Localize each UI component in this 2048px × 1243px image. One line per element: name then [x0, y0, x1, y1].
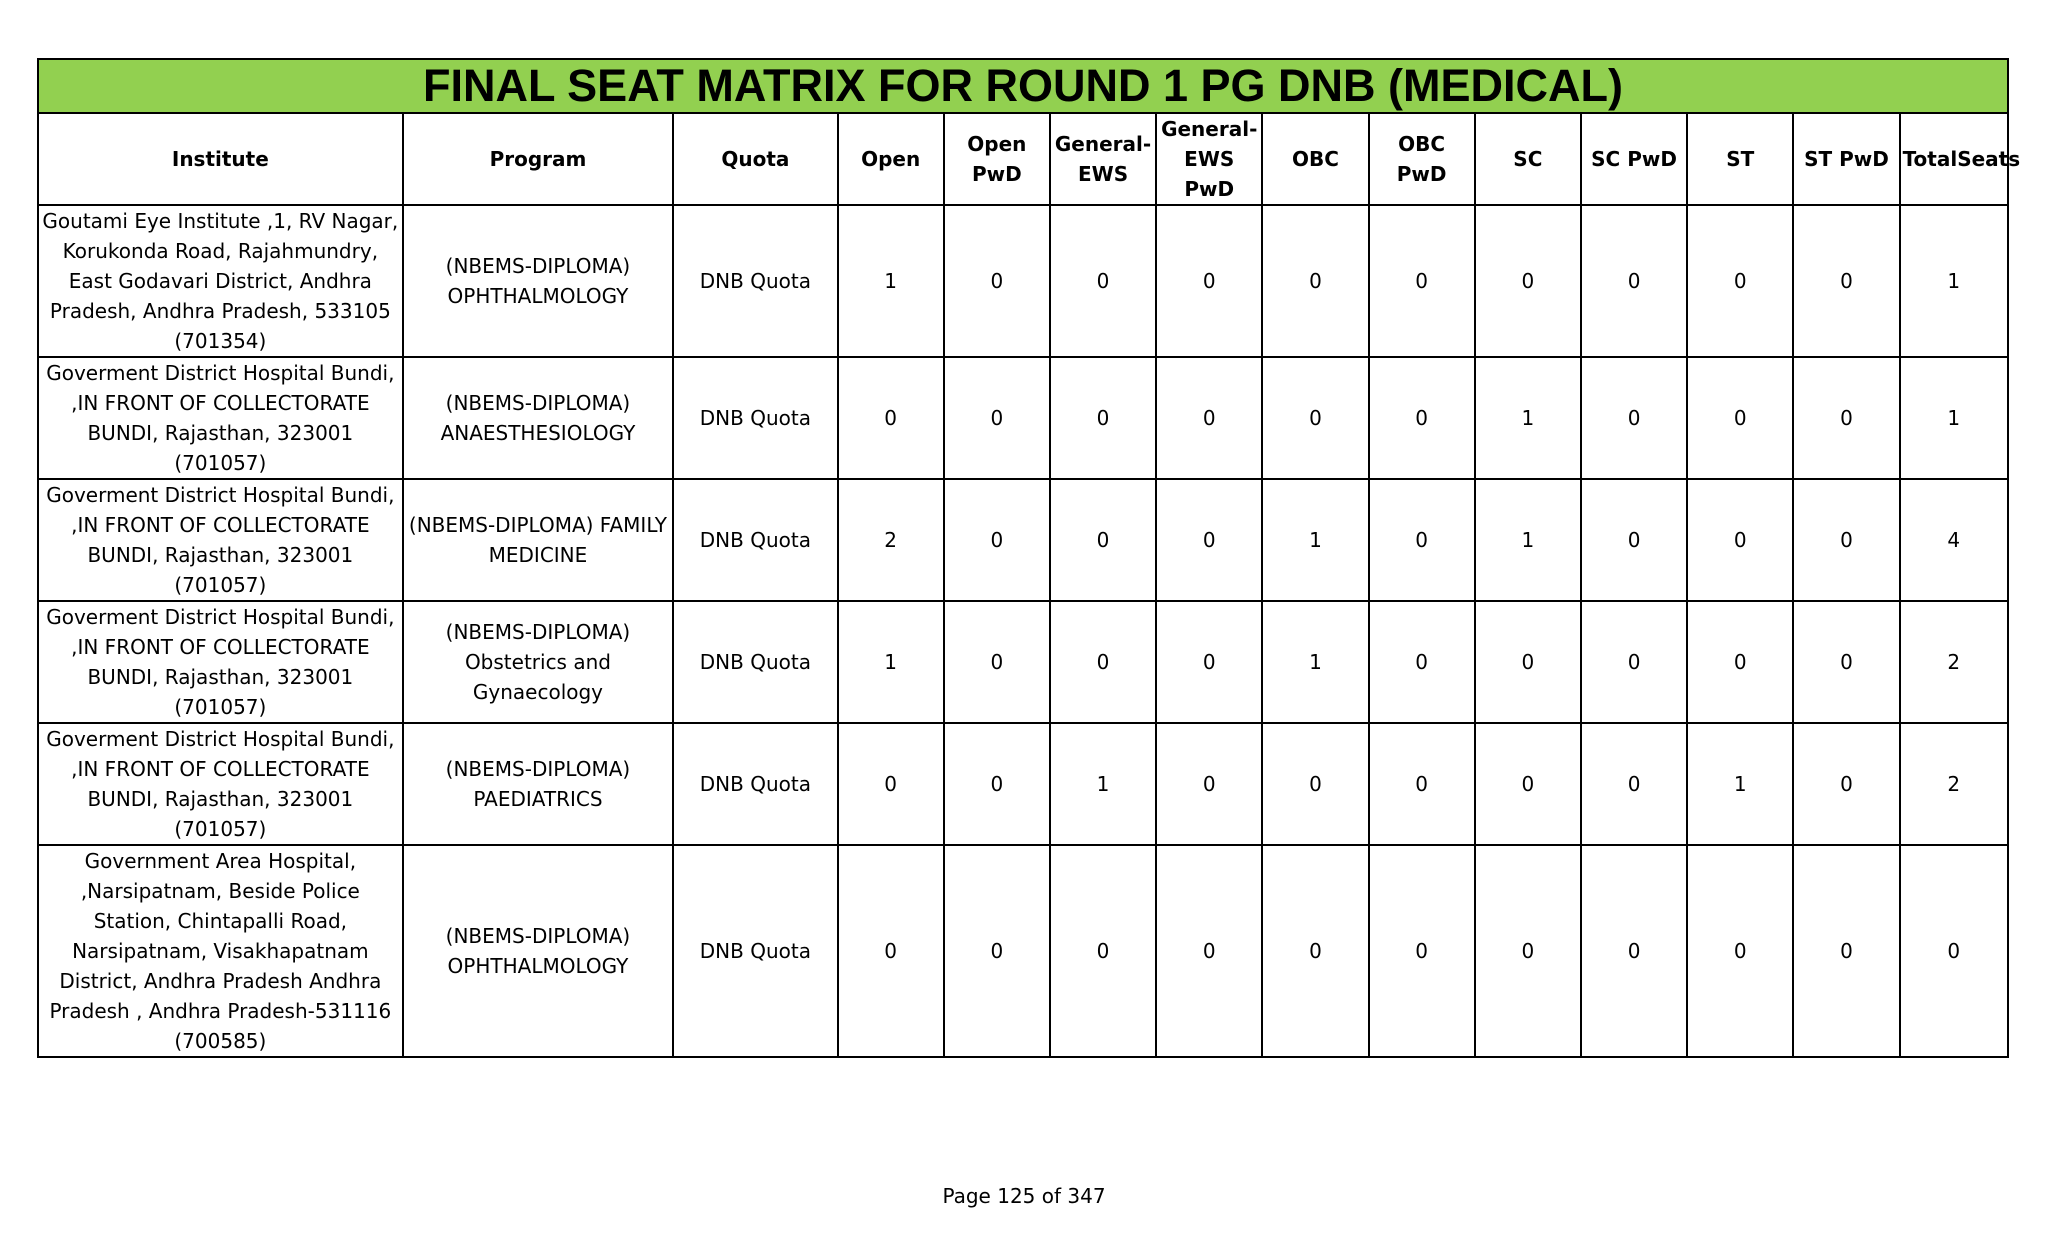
open-pwd-cell: 0 [944, 845, 1050, 1057]
sc-pwd-cell: 0 [1581, 845, 1687, 1057]
program-cell: (NBEMS-DIPLOMA) Obstetrics and Gynaecology [403, 601, 674, 723]
sc-cell: 0 [1475, 601, 1581, 723]
open-pwd-cell: 0 [944, 601, 1050, 723]
column-header-sc: SC [1475, 113, 1581, 205]
quota-cell: DNB Quota [673, 845, 837, 1057]
general-ews-cell: 0 [1050, 601, 1156, 723]
sc-cell: 0 [1475, 723, 1581, 845]
st-cell: 0 [1687, 845, 1793, 1057]
column-header-st: ST [1687, 113, 1793, 205]
general-ews-pwd-cell: 0 [1156, 723, 1262, 845]
sc-cell: 1 [1475, 479, 1581, 601]
obc-cell: 0 [1262, 205, 1368, 357]
program-cell: (NBEMS-DIPLOMA) ANAESTHESIOLOGY [403, 357, 674, 479]
institute-cell: Goverment District Hospital Bundi, ,IN FRONT OF COLLECTORATE BUNDI, Rajasthan, 323001 (701057) [38, 723, 403, 845]
column-header-open: Open [838, 113, 944, 205]
sc-cell: 1 [1475, 357, 1581, 479]
quota-cell: DNB Quota [673, 205, 837, 357]
program-cell: (NBEMS-DIPLOMA) OPHTHALMOLOGY [403, 845, 674, 1057]
total-seats-cell: 4 [1900, 479, 2008, 601]
table-row [38, 845, 2008, 1057]
st-cell: 0 [1687, 205, 1793, 357]
institute-cell: Goverment District Hospital Bundi, ,IN FRONT OF COLLECTORATE BUNDI, Rajasthan, 323001 (701057) [38, 601, 403, 723]
obc-cell: 0 [1262, 845, 1368, 1057]
st-pwd-cell: 0 [1793, 845, 1899, 1057]
institute-cell: Goverment District Hospital Bundi, ,IN FRONT OF COLLECTORATE BUNDI, Rajasthan, 323001 (701057) [38, 479, 403, 601]
obc-cell: 0 [1262, 357, 1368, 479]
st-cell: 0 [1687, 479, 1793, 601]
column-header-institute: Institute [38, 113, 403, 205]
general-ews-pwd-cell: 0 [1156, 357, 1262, 479]
table-row [38, 601, 2008, 723]
general-ews-cell: 0 [1050, 479, 1156, 601]
total-seats-cell: 2 [1900, 601, 2008, 723]
sc-pwd-cell: 0 [1581, 723, 1687, 845]
column-header-program: Program [403, 113, 674, 205]
sc-pwd-cell: 0 [1581, 601, 1687, 723]
general-ews-cell: 0 [1050, 845, 1156, 1057]
obc-cell: 0 [1262, 723, 1368, 845]
column-header-total-seats: TotalSeats [1900, 113, 2008, 205]
general-ews-cell: 0 [1050, 205, 1156, 357]
header-row [38, 113, 2008, 205]
program-cell: (NBEMS-DIPLOMA) FAMILY MEDICINE [403, 479, 674, 601]
total-seats-cell: 0 [1900, 845, 2008, 1057]
program-cell: (NBEMS-DIPLOMA) PAEDIATRICS [403, 723, 674, 845]
column-header-obc: OBC [1262, 113, 1368, 205]
open-pwd-cell: 0 [944, 723, 1050, 845]
total-seats-cell: 1 [1900, 205, 2008, 357]
program-cell: (NBEMS-DIPLOMA) OPHTHALMOLOGY [403, 205, 674, 357]
open-cell: 2 [838, 479, 944, 601]
open-pwd-cell: 0 [944, 479, 1050, 601]
column-header-obc-pwd: OBC PwD [1369, 113, 1475, 205]
total-seats-cell: 2 [1900, 723, 2008, 845]
column-header-open-pwd: Open PwD [944, 113, 1050, 205]
total-seats-cell: 1 [1900, 357, 2008, 479]
sc-cell: 0 [1475, 845, 1581, 1057]
seat-matrix-table [37, 58, 2021, 1058]
obc-pwd-cell: 0 [1369, 205, 1475, 357]
column-header-general-ews: General-EWS [1050, 113, 1156, 205]
st-pwd-cell: 0 [1793, 601, 1899, 723]
quota-cell: DNB Quota [673, 723, 837, 845]
column-header-quota: Quota [673, 113, 837, 205]
sc-pwd-cell: 0 [1581, 357, 1687, 479]
obc-pwd-cell: 0 [1369, 479, 1475, 601]
table-row [38, 357, 2008, 479]
table-title: FINAL SEAT MATRIX FOR ROUND 1 PG DNB (MEDICAL) [38, 59, 2008, 113]
st-pwd-cell: 0 [1793, 205, 1899, 357]
st-pwd-cell: 0 [1793, 357, 1899, 479]
st-cell: 0 [1687, 601, 1793, 723]
institute-cell: Goverment District Hospital Bundi, ,IN FRONT OF COLLECTORATE BUNDI, Rajasthan, 323001 (701057) [38, 357, 403, 479]
page-number: Page 125 of 347 [942, 1184, 1106, 1208]
general-ews-pwd-cell: 0 [1156, 205, 1262, 357]
obc-pwd-cell: 0 [1369, 357, 1475, 479]
open-cell: 0 [838, 723, 944, 845]
sc-pwd-cell: 0 [1581, 479, 1687, 601]
st-pwd-cell: 0 [1793, 723, 1899, 845]
table-row [38, 723, 2008, 845]
open-cell: 0 [838, 357, 944, 479]
obc-pwd-cell: 0 [1369, 845, 1475, 1057]
general-ews-pwd-cell: 0 [1156, 601, 1262, 723]
general-ews-pwd-cell: 0 [1156, 845, 1262, 1057]
institute-cell: Government Area Hospital, ,Narsipatnam, Beside Police Station, Chintapalli Road, Narsipatnam, Visakhapatnam District, Andhra Pradesh Andhra Pradesh , Andhra Pradesh-531116 (700585) [38, 845, 403, 1057]
institute-cell: Goutami Eye Institute ,1, RV Nagar, Korukonda Road, Rajahmundry, East Godavari District, Andhra Pradesh, Andhra Pradesh, 533105 (701354) [38, 205, 403, 357]
column-header-st-pwd: ST PwD [1793, 113, 1899, 205]
obc-pwd-cell: 0 [1369, 601, 1475, 723]
open-pwd-cell: 0 [944, 357, 1050, 479]
obc-cell: 1 [1262, 601, 1368, 723]
quota-cell: DNB Quota [673, 601, 837, 723]
obc-cell: 1 [1262, 479, 1368, 601]
quota-cell: DNB Quota [673, 357, 837, 479]
open-pwd-cell: 0 [944, 205, 1050, 357]
quota-cell: DNB Quota [673, 479, 837, 601]
open-cell: 0 [838, 845, 944, 1057]
column-header-sc-pwd: SC PwD [1581, 113, 1687, 205]
obc-pwd-cell: 0 [1369, 723, 1475, 845]
sc-cell: 0 [1475, 205, 1581, 357]
general-ews-cell: 1 [1050, 723, 1156, 845]
st-pwd-cell: 0 [1793, 479, 1899, 601]
sc-pwd-cell: 0 [1581, 205, 1687, 357]
general-ews-pwd-cell: 0 [1156, 479, 1262, 601]
general-ews-cell: 0 [1050, 357, 1156, 479]
column-header-general-ews-pwd: General-EWS PwD [1156, 113, 1262, 205]
table-row [38, 205, 2008, 357]
st-cell: 1 [1687, 723, 1793, 845]
st-cell: 0 [1687, 357, 1793, 479]
open-cell: 1 [838, 205, 944, 357]
table-row [38, 479, 2008, 601]
open-cell: 1 [838, 601, 944, 723]
